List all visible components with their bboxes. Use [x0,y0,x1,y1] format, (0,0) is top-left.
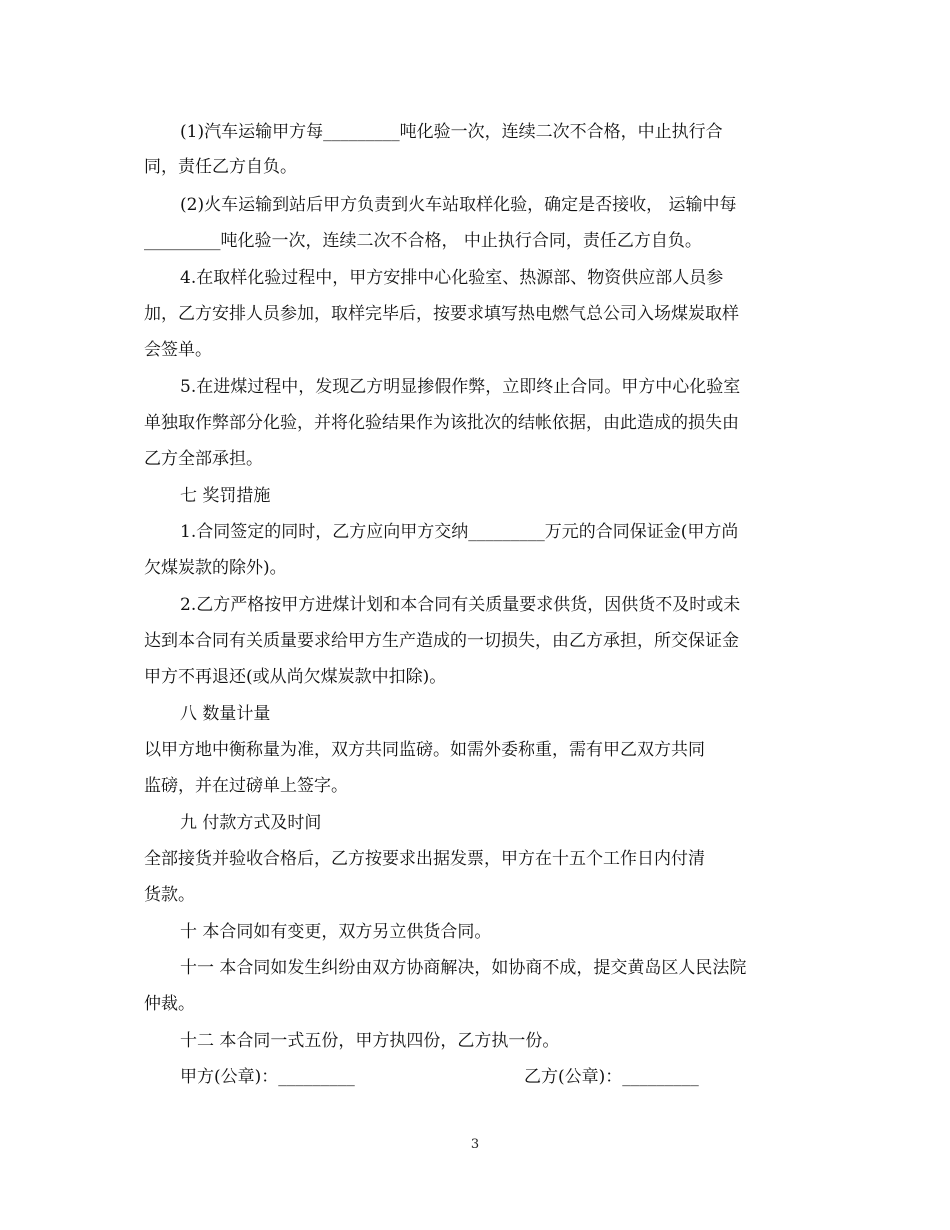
section-heading: 八 数量计量 [180,704,271,724]
paragraph-line: (1)汽车运输甲方每_________吨化验一次，连续二次不合格，中止执行合 [180,122,723,142]
paragraph-line: _________吨化验一次，连续二次不合格， 中止执行合同，责任乙方自负。 [144,231,702,251]
paragraph-line: 十一 本合同如发生纠纷由双方协商解决，如协商不成，提交黄岛区人民法院 [180,958,747,978]
paragraph-line: 以甲方地中衡称量为准，双方共同监磅。如需外委称重，需有甲乙双方共同 [144,740,705,760]
paragraph-line: 单独取作弊部分化验，并将化验结果作为该批次的结帐依据，由此造成的损失由 [144,413,739,433]
paragraph-line: 5.在进煤过程中，发现乙方明显掺假作弊，立即终止合同。甲方中心化验室 [180,377,741,397]
paragraph-line: (2)火车运输到站后甲方负责到火车站取样化验，确定是否接收， 运输中每 [180,195,737,215]
paragraph-line: 十二 本合同一式五份，甲方执四份，乙方执一份。 [180,1031,560,1051]
paragraph-line: 同，责任乙方自负。 [144,157,297,177]
party-a-signature: 甲方(公章)：_________ [180,1067,355,1087]
section-heading: 七 奖罚措施 [180,486,271,506]
party-b-signature: 乙方(公章)：_________ [524,1067,699,1087]
paragraph-line: 4.在取样化验过程中，甲方安排中心化验室、热源部、物资供应部人员参 [180,268,724,288]
section-heading: 九 付款方式及时间 [180,813,322,833]
paragraph-line: 监磅，并在过磅单上签字。 [144,776,348,796]
page-number: 3 [470,1137,480,1152]
paragraph-line: 达到本合同有关质量要求给甲方生产造成的一切损失，由乙方承担，所交保证金 [144,631,739,651]
paragraph-line: 加，乙方安排人员参加，取样完毕后，按要求填写热电燃气总公司入场煤炭取样 [144,304,739,324]
paragraph-line: 1.合同签定的同时，乙方应向甲方交纳_________万元的合同保证金(甲方尚 [180,522,739,542]
paragraph-line: 全部接货并验收合格后，乙方按要求出据发票，甲方在十五个工作日内付清 [144,849,705,869]
paragraph-line: 仲裁。 [144,994,195,1014]
paragraph-line: 2.乙方严格按甲方进煤计划和本合同有关质量要求供货，因供货不及时或未 [180,595,741,615]
paragraph-line: 货款。 [144,885,195,905]
paragraph-line: 会签单。 [144,340,212,360]
paragraph-line: 十 本合同如有变更，双方另立供货合同。 [180,922,492,942]
paragraph-line: 欠煤炭款的除外)。 [144,558,287,578]
paragraph-line: 乙方全部承担。 [144,449,263,469]
paragraph-line: 甲方不再退还(或从尚欠煤炭款中扣除)。 [144,667,447,687]
